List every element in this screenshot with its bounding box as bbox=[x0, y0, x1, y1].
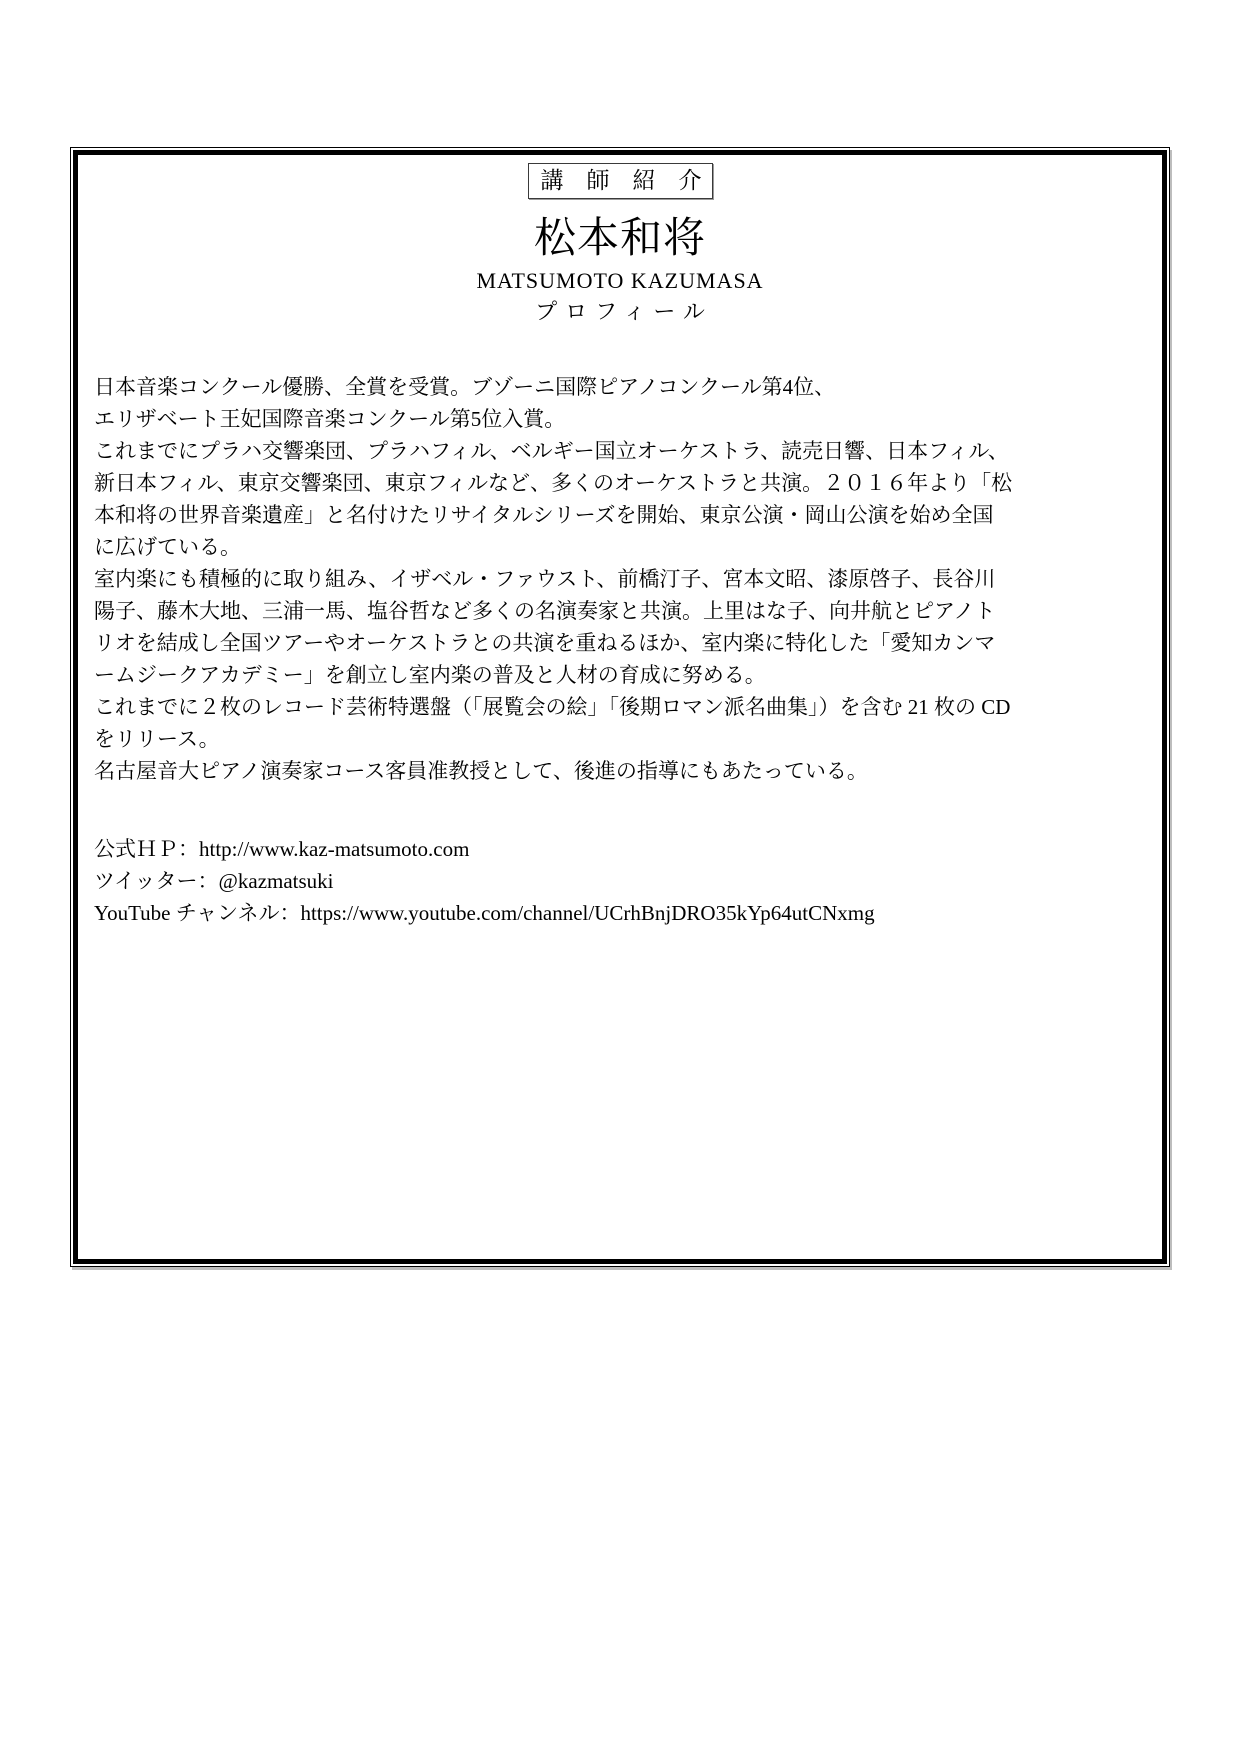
profile-line: に広げている。 bbox=[94, 535, 241, 559]
document-inner-frame bbox=[73, 150, 1167, 1264]
official-website-url: http://www.kaz-matsumoto.com bbox=[199, 837, 470, 861]
profile-line: 新日本フィル、東京交響楽団、東京フィルなど、多くのオーケストラと共演。２０１６年より「松 bbox=[94, 471, 1013, 495]
document-header bbox=[78, 163, 1162, 327]
profile-line: をリリース。 bbox=[94, 727, 220, 751]
official-website-line bbox=[94, 833, 1162, 865]
profile-line: ームジークアカデミー」を創立し室内楽の普及と人材の育成に努める。 bbox=[94, 663, 766, 687]
official-website-label: 公式ＨＰ： bbox=[94, 837, 199, 861]
twitter-label: ツイッター： bbox=[94, 869, 219, 893]
person-name-romaji: MATSUMOTO KAZUMASA bbox=[476, 268, 764, 293]
profile-line: 名古屋音大ピアノ演奏家コース客員准教授として、後進の指導にもあたっている。 bbox=[94, 759, 868, 783]
lecturer-introduction-tag bbox=[528, 163, 713, 199]
links-block bbox=[94, 833, 1162, 929]
profile-line: 本和将の世界音楽遺産」と名付けたリサイタルシリーズを開始、東京公演・岡山公演を始め全国 bbox=[94, 503, 994, 527]
profile-body bbox=[94, 371, 1034, 787]
person-name: 松本和将 bbox=[533, 216, 706, 262]
document-border-frame bbox=[70, 147, 1170, 1267]
profile-line: これまでに２枚のレコード芸術特選盤（「展覧会の絵」「後期ロマン派名曲集」）を含む 21 枚の CD bbox=[94, 695, 1011, 719]
lecturer-introduction-label: 講 師 紹 介 bbox=[540, 168, 702, 193]
youtube-channel-label: YouTube チャンネル： bbox=[94, 901, 301, 925]
youtube-channel-url: https://www.youtube.com/channel/UCrhBnjDRO35kYp64utCNxmg bbox=[300, 901, 875, 925]
profile-heading: プロフィール bbox=[535, 299, 713, 324]
profile-line: 日本音楽コンクール優勝、全賞を受賞。ブゾーニ国際ピアノコンクール第4位、 bbox=[94, 375, 836, 399]
profile-line: 陽子、藤木大地、三浦一馬、塩谷哲など多くの名演奏家と共演。上里はな子、向井航とピアノト bbox=[94, 599, 996, 623]
youtube-channel-line bbox=[94, 897, 1162, 929]
twitter-handle: @kazmatsuki bbox=[218, 869, 334, 893]
twitter-line bbox=[94, 865, 1162, 897]
document-content bbox=[78, 155, 1162, 929]
profile-line: エリザベート王妃国際音楽コンクール第5位入賞。 bbox=[94, 407, 566, 431]
profile-line: 室内楽にも積極的に取り組み、イザベル・ファウスト、前橋汀子、宮本文昭、漆原啓子、長谷川 bbox=[94, 567, 996, 591]
profile-line: リオを結成し全国ツアーやオーケストラとの共演を重ねるほか、室内楽に特化した「愛知カンマ bbox=[94, 631, 996, 655]
profile-line: これまでにプラハ交響楽団、プラハフィル、ベルギー国立オーケストラ、読売日響、日本フィル、 bbox=[94, 439, 1009, 463]
